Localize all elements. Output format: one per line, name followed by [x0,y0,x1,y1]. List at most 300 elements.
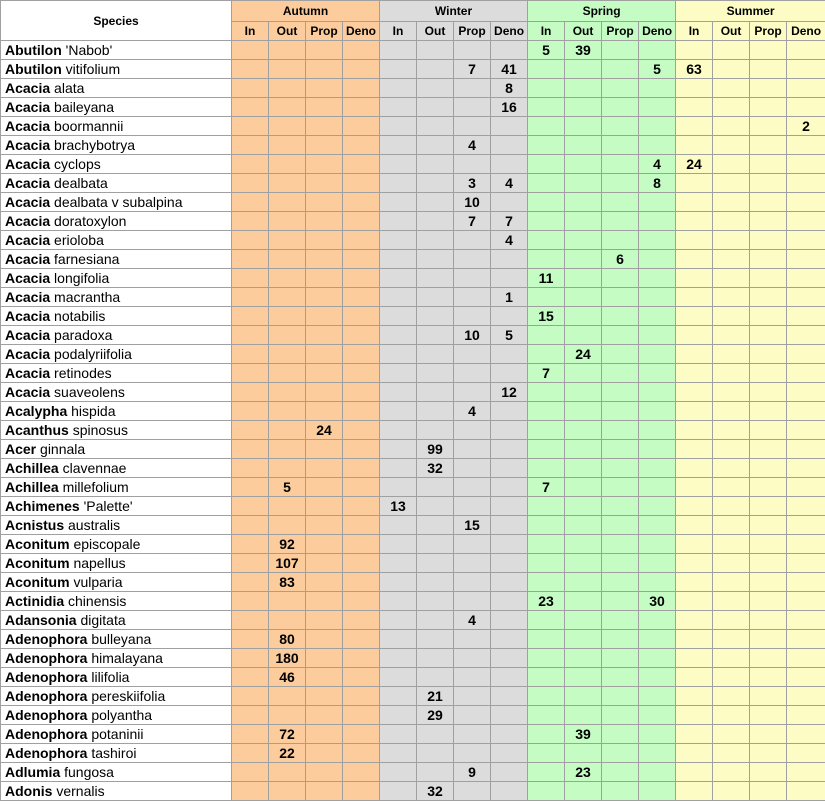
cell-autumn-deno [343,687,380,706]
cell-spring-in [528,459,565,478]
cell-summer-out [713,725,750,744]
genus-name: Adenophora [5,688,88,704]
cell-spring-in: 7 [528,478,565,497]
cell-winter-in [380,687,417,706]
genus-name: Adenophora [5,669,88,685]
cell-spring-prop [602,763,639,782]
species-epithet: potaninii [91,726,144,742]
cell-autumn-out [269,497,306,516]
subheader-autumn-in: In [232,22,269,41]
cell-autumn-in [232,250,269,269]
cell-summer-out [713,763,750,782]
species-epithet: lilifolia [91,669,130,685]
cell-spring-out [565,383,602,402]
species-epithet: spinosus [72,422,128,438]
cell-autumn-deno [343,782,380,801]
cell-summer-prop [750,535,787,554]
table-row [1,478,825,497]
genus-name: Acacia [5,213,51,229]
cell-winter-prop [454,706,491,725]
species-epithet: digitata [80,612,126,628]
cell-winter-out [417,611,454,630]
cell-autumn-out [269,231,306,250]
cell-winter-in [380,288,417,307]
species-name-cell [1,706,232,725]
table-row [1,649,825,668]
cell-spring-in [528,744,565,763]
cell-summer-deno [787,516,825,535]
species-epithet: dealbata v subalpina [54,194,183,210]
cell-winter-in [380,60,417,79]
cell-autumn-in [232,706,269,725]
cell-winter-out [417,231,454,250]
cell-autumn-deno [343,725,380,744]
table-body [1,41,825,801]
species-epithet: cyclops [54,156,101,172]
cell-spring-deno [639,364,676,383]
cell-summer-prop [750,630,787,649]
cell-spring-deno [639,117,676,136]
species-name-cell [1,478,232,497]
cell-summer-prop [750,79,787,98]
cell-autumn-in [232,478,269,497]
season-header-summer: Summer [676,1,825,22]
cell-summer-prop [750,649,787,668]
cell-autumn-prop [306,60,343,79]
cell-autumn-deno [343,250,380,269]
cell-summer-deno [787,250,825,269]
cell-summer-out [713,687,750,706]
cell-summer-in [676,573,713,592]
cell-winter-in [380,231,417,250]
cell-winter-prop [454,573,491,592]
season-header-spring: Spring [528,1,676,22]
cell-winter-out [417,326,454,345]
genus-name: Acanthus [5,422,69,438]
cell-autumn-out: 5 [269,478,306,497]
cell-summer-deno [787,592,825,611]
cell-spring-deno [639,459,676,478]
cell-spring-deno [639,307,676,326]
cell-autumn-out [269,440,306,459]
cell-autumn-prop [306,744,343,763]
cell-winter-in [380,174,417,193]
species-name-cell [1,687,232,706]
genus-name: Achimenes [5,498,80,514]
cell-winter-prop [454,478,491,497]
cell-summer-prop [750,307,787,326]
cell-winter-deno [491,307,528,326]
cell-summer-in [676,668,713,687]
species-epithet: podalyriifolia [54,346,132,362]
cell-autumn-in [232,79,269,98]
species-name-cell [1,440,232,459]
cell-summer-deno [787,744,825,763]
cell-spring-in [528,383,565,402]
cell-spring-out [565,706,602,725]
cell-summer-prop [750,554,787,573]
cell-summer-deno [787,155,825,174]
table-row [1,307,825,326]
cell-spring-out [565,535,602,554]
cell-spring-out [565,611,602,630]
species-epithet: chinensis [68,593,127,609]
cell-autumn-in [232,117,269,136]
cell-spring-prop [602,79,639,98]
cell-summer-prop [750,250,787,269]
cell-summer-in [676,459,713,478]
cell-spring-prop [602,459,639,478]
species-name-cell [1,326,232,345]
cell-winter-prop: 4 [454,136,491,155]
cell-summer-out [713,668,750,687]
cell-autumn-deno [343,174,380,193]
genus-name: Adenophora [5,650,88,666]
cell-spring-in [528,440,565,459]
cell-winter-prop: 10 [454,326,491,345]
table-row [1,630,825,649]
cell-winter-deno [491,41,528,60]
cell-winter-deno [491,421,528,440]
cell-winter-deno: 16 [491,98,528,117]
cell-autumn-prop [306,592,343,611]
cell-spring-in: 23 [528,592,565,611]
species-epithet: macrantha [54,289,121,305]
cell-winter-out [417,136,454,155]
cell-winter-out [417,174,454,193]
species-name-cell [1,193,232,212]
cell-winter-in [380,364,417,383]
cell-autumn-prop [306,782,343,801]
cell-winter-deno [491,136,528,155]
genus-name: Aconitum [5,536,70,552]
cell-spring-out [565,155,602,174]
cell-winter-prop [454,782,491,801]
species-epithet: brachybotrya [54,137,135,153]
cell-winter-out [417,535,454,554]
cell-autumn-in [232,155,269,174]
cell-autumn-prop [306,136,343,155]
cell-autumn-prop [306,611,343,630]
cell-summer-prop [750,155,787,174]
cell-autumn-out [269,117,306,136]
cell-summer-deno [787,668,825,687]
cell-autumn-prop [306,402,343,421]
cell-winter-out: 21 [417,687,454,706]
species-name-cell [1,535,232,554]
cell-summer-deno [787,402,825,421]
cell-autumn-in [232,649,269,668]
cell-winter-prop [454,364,491,383]
cell-summer-deno [787,326,825,345]
cell-autumn-prop [306,288,343,307]
species-name-cell [1,136,232,155]
cell-winter-in [380,41,417,60]
cell-spring-out [565,649,602,668]
cell-winter-deno: 5 [491,326,528,345]
cell-autumn-out [269,611,306,630]
subheader-spring-prop: Prop [602,22,639,41]
cell-winter-in [380,269,417,288]
cell-winter-out [417,41,454,60]
cell-spring-deno [639,782,676,801]
subheader-spring-deno: Deno [639,22,676,41]
species-name-cell [1,307,232,326]
cell-summer-out [713,288,750,307]
cell-winter-deno [491,535,528,554]
cell-summer-deno [787,535,825,554]
cell-autumn-in [232,668,269,687]
cell-summer-in [676,649,713,668]
cell-summer-in [676,174,713,193]
cell-autumn-prop [306,345,343,364]
species-name-cell [1,79,232,98]
cell-autumn-out [269,459,306,478]
cell-autumn-prop [306,668,343,687]
cell-autumn-in [232,136,269,155]
cell-winter-deno: 7 [491,212,528,231]
cell-autumn-in [232,592,269,611]
cell-winter-out: 99 [417,440,454,459]
cell-autumn-prop [306,763,343,782]
cell-autumn-in [232,193,269,212]
cell-summer-in [676,402,713,421]
cell-summer-deno [787,345,825,364]
cell-summer-out [713,535,750,554]
cell-winter-in [380,421,417,440]
species-epithet: bulleyana [91,631,152,647]
cell-autumn-in [232,459,269,478]
cell-summer-deno [787,79,825,98]
cell-autumn-in [232,687,269,706]
cell-summer-in [676,421,713,440]
cell-autumn-deno [343,136,380,155]
subheader-winter-deno: Deno [491,22,528,41]
cell-spring-deno [639,668,676,687]
cell-spring-prop [602,554,639,573]
cell-spring-in [528,231,565,250]
species-epithet: episcopale [73,536,141,552]
cell-winter-in [380,478,417,497]
cell-summer-in [676,231,713,250]
cell-autumn-deno [343,535,380,554]
species-epithet: vernalis [56,783,105,799]
cell-autumn-prop [306,554,343,573]
cell-spring-in: 7 [528,364,565,383]
species-name-cell [1,516,232,535]
cell-spring-prop [602,307,639,326]
species-name-cell [1,345,232,364]
cell-autumn-prop [306,41,343,60]
species-name-cell [1,497,232,516]
cell-summer-in [676,193,713,212]
genus-name: Acacia [5,308,51,324]
cell-autumn-deno [343,383,380,402]
cell-summer-prop [750,592,787,611]
cell-summer-out [713,231,750,250]
cell-summer-in [676,535,713,554]
cell-spring-prop [602,288,639,307]
genus-name: Acacia [5,80,51,96]
cell-autumn-out: 107 [269,554,306,573]
cell-spring-deno: 4 [639,155,676,174]
cell-winter-prop [454,459,491,478]
cell-spring-deno [639,231,676,250]
cell-autumn-in [232,174,269,193]
cell-summer-deno [787,687,825,706]
cell-spring-deno: 30 [639,592,676,611]
cell-spring-prop [602,687,639,706]
cell-summer-prop [750,497,787,516]
cell-winter-out [417,307,454,326]
cell-summer-in [676,611,713,630]
cell-winter-deno: 1 [491,288,528,307]
cell-autumn-deno [343,212,380,231]
cell-autumn-prop [306,193,343,212]
cell-winter-in [380,155,417,174]
cell-winter-out [417,79,454,98]
cell-summer-deno [787,212,825,231]
cell-winter-out [417,725,454,744]
cell-autumn-deno [343,611,380,630]
cell-winter-deno [491,573,528,592]
cell-spring-deno [639,725,676,744]
cell-spring-out [565,516,602,535]
cell-spring-deno [639,440,676,459]
cell-winter-deno: 4 [491,174,528,193]
species-name-cell [1,630,232,649]
species-name-cell [1,554,232,573]
table-row [1,231,825,250]
cell-winter-deno [491,763,528,782]
cell-summer-in [676,345,713,364]
cell-autumn-in [232,554,269,573]
genus-name: Adlumia [5,764,61,780]
cell-autumn-deno [343,402,380,421]
genus-name: Acacia [5,346,51,362]
cell-spring-in [528,79,565,98]
cell-spring-in [528,117,565,136]
cell-spring-out [565,440,602,459]
cell-winter-out [417,364,454,383]
cell-winter-in [380,630,417,649]
cell-spring-deno [639,41,676,60]
cell-winter-prop: 4 [454,611,491,630]
cell-spring-prop [602,440,639,459]
table-row [1,554,825,573]
cell-summer-prop [750,573,787,592]
cell-spring-deno [639,478,676,497]
cell-summer-in [676,79,713,98]
species-name-cell [1,174,232,193]
species-name-cell [1,421,232,440]
cell-summer-prop [750,687,787,706]
cell-autumn-deno [343,79,380,98]
subheader-autumn-prop: Prop [306,22,343,41]
subheader-winter-in: In [380,22,417,41]
subheader-summer-in: In [676,22,713,41]
cell-winter-prop: 3 [454,174,491,193]
season-header-autumn: Autumn [232,1,380,22]
cell-winter-prop: 7 [454,60,491,79]
cell-summer-in [676,364,713,383]
cell-summer-deno [787,725,825,744]
cell-autumn-deno [343,98,380,117]
cell-autumn-in [232,421,269,440]
cell-summer-out [713,269,750,288]
cell-summer-in [676,326,713,345]
cell-winter-in [380,554,417,573]
cell-autumn-prop [306,383,343,402]
cell-autumn-in [232,383,269,402]
cell-winter-deno [491,706,528,725]
species-name-cell [1,744,232,763]
table-row [1,763,825,782]
cell-spring-out: 24 [565,345,602,364]
cell-summer-prop [750,516,787,535]
species-epithet: polyantha [91,707,153,723]
cell-summer-out [713,782,750,801]
table-row [1,364,825,383]
cell-summer-prop [750,345,787,364]
cell-spring-out [565,307,602,326]
cell-summer-out [713,592,750,611]
cell-summer-prop [750,98,787,117]
cell-autumn-out: 22 [269,744,306,763]
species-name-cell [1,402,232,421]
cell-summer-in [676,497,713,516]
cell-summer-in [676,383,713,402]
cell-autumn-prop [306,535,343,554]
species-name-cell [1,41,232,60]
cell-winter-prop: 15 [454,516,491,535]
cell-winter-out [417,744,454,763]
cell-spring-in: 11 [528,269,565,288]
cell-summer-in [676,554,713,573]
cell-autumn-out [269,269,306,288]
cell-autumn-deno [343,668,380,687]
cell-summer-deno [787,630,825,649]
cell-winter-deno: 41 [491,60,528,79]
cell-summer-prop [750,41,787,60]
table-row [1,117,825,136]
cell-spring-in [528,649,565,668]
cell-autumn-deno [343,440,380,459]
cell-autumn-in [232,307,269,326]
cell-spring-out: 39 [565,41,602,60]
table-row [1,516,825,535]
cell-winter-in [380,611,417,630]
cell-winter-in [380,79,417,98]
cell-spring-in [528,782,565,801]
cell-autumn-prop [306,155,343,174]
table-row [1,79,825,98]
cell-spring-prop [602,231,639,250]
genus-name: Acacia [5,156,51,172]
cell-spring-out [565,630,602,649]
cell-autumn-in [232,41,269,60]
cell-summer-deno [787,383,825,402]
cell-autumn-prop [306,98,343,117]
cell-autumn-in [232,269,269,288]
cell-summer-prop [750,402,787,421]
cell-winter-prop: 4 [454,402,491,421]
genus-name: Abutilon [5,61,62,77]
cell-winter-out [417,497,454,516]
cell-spring-out [565,212,602,231]
cell-autumn-deno [343,193,380,212]
cell-spring-in [528,288,565,307]
